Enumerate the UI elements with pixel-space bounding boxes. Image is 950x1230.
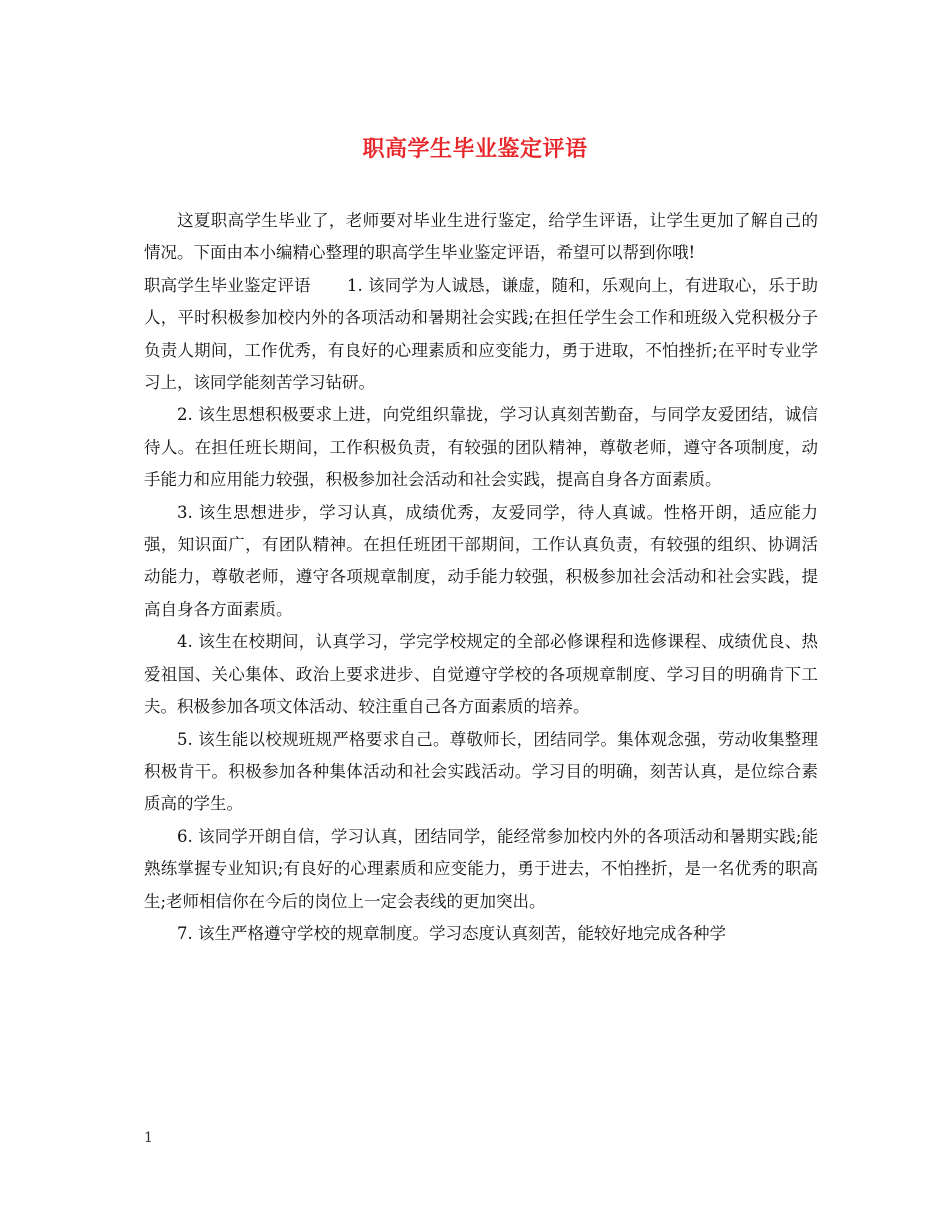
document-title: 职高学生毕业鉴定评语 [362, 136, 588, 162]
comment-paragraph-2: 2. 该生思想积极要求上进，向党组织靠拢，学习认真刻苦勤奋，与同学友爱团结，诚信待人。在担任班长期间，工作积极负责，有较强的团队精神，尊敬老师，遵守各项制度，动手能力和应用能力较强，积极参加社会活动和社会实践，提高自身各方面素质。 [144, 405, 818, 490]
comment-paragraph-4: 4. 该生在校期间，认真学习，学完学校规定的全部必修课程和选修课程、成绩优良、热爱祖国、关心集体、政治上要求进步、自觉遵守学校的各项规章制度、学习目的明确肯下工夫。积极参加各项文体活动、较注重自己各方面素质的培养。 [144, 632, 818, 717]
comment-paragraph-6: 6. 该同学开朗自信，学习认真，团结同学，能经常参加校内外的各项活动和暑期实践;能熟练掌握专业知识;有良好的心理素质和应变能力，勇于进去，不怕挫折，是一名优秀的职高生;老师相信你在今后的岗位上一定会表线的更加突出。 [144, 826, 818, 911]
section-heading: 职高学生毕业鉴定评语 [144, 275, 311, 295]
comment-paragraph-1 [144, 270, 818, 400]
comment-paragraph-7: 7. 该生严格遵守学校的规章制度。学习态度认真刻苦，能较好地完成各种学 [177, 923, 726, 943]
comment-paragraph-5: 5. 该生能以校规班规严格要求自己。尊敬师长，团结同学。集体观念强，劳动收集整理积极肯干。积极参加各种集体活动和社会实践活动。学习目的明确，刻苦认真，是位综合素质高的学生。 [144, 729, 818, 814]
document-body [144, 205, 818, 950]
intro-paragraph: 这夏职高学生毕业了，老师要对毕业生进行鉴定，给学生评语，让学生更加了解自己的情况。下面由本小编精心整理的职高学生毕业鉴定评语，希望可以帮到你哦! [144, 211, 818, 263]
page-number: 1 [144, 1130, 153, 1146]
comment-paragraph-3: 3. 该生思想进步，学习认真，成绩优秀，友爱同学，待人真诚。性格开朗，适应能力强，知识面广，有团队精神。在担任班团干部期间，工作认真负责，有较强的组织、协调活动能力，尊敬老师，遵守各项规章制度，动手能力较强，积极参加社会活动和社会实践，提高自身各方面素质。 [144, 502, 818, 619]
comment-text-1: 1. 该同学为人诚恳，谦虚，随和，乐观向上，有进取心，乐于助人，平时积极参加校内外的各项活动和暑期社会实践;在担任学生会工作和班级入党积极分子负责人期间，工作优秀，有良好的心理素质和应变能力，勇于进取，不怕挫折;在平时专业学习上，该同学能刻苦学习钻研。 [144, 275, 818, 393]
